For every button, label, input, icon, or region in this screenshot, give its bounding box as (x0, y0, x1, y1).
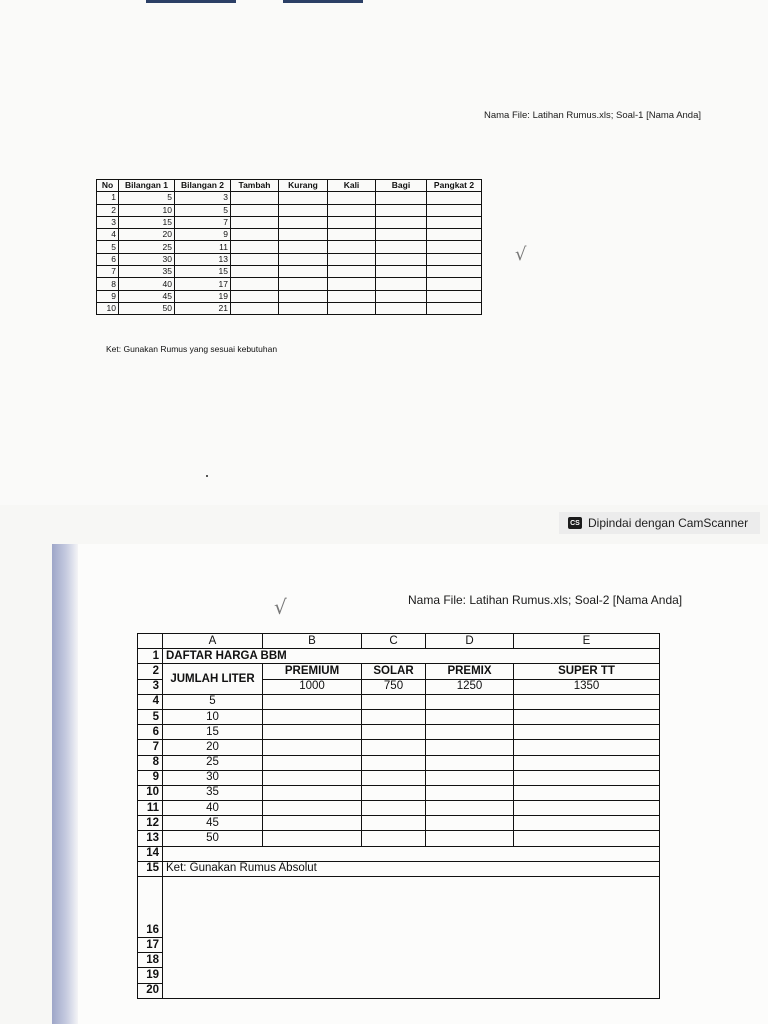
scan-page-1 (0, 0, 768, 505)
empty-cell (231, 192, 279, 204)
empty-cell (328, 192, 376, 204)
empty-cell (376, 253, 427, 265)
empty-cell (376, 216, 427, 228)
empty-cell (263, 740, 362, 755)
header-no: No (97, 180, 119, 192)
empty-cell (362, 709, 426, 724)
empty-cell (263, 801, 362, 816)
empty-cell (514, 725, 660, 740)
camscanner-watermark (559, 512, 760, 534)
empty-cell (263, 694, 362, 709)
header-pangkat-2: Pangkat 2 (427, 180, 482, 192)
fuel-price-cell: 1000 (263, 679, 362, 694)
empty-cell (427, 253, 482, 265)
fuel-name-cell: SUPER TT (514, 664, 660, 679)
header-bilangan-2: Bilangan 2 (175, 180, 231, 192)
fuel-name-cell: PREMIUM (263, 664, 362, 679)
header-kali: Kali (328, 180, 376, 192)
empty-row (163, 846, 660, 861)
fuel-name-cell: SOLAR (362, 664, 426, 679)
bilangan-1-cell: 10 (119, 204, 175, 216)
liter-cell: 10 (163, 709, 263, 724)
row-number: 15 (138, 861, 163, 876)
empty-cell (263, 785, 362, 800)
empty-cell (231, 290, 279, 302)
row-number: 18 (138, 953, 163, 968)
camscanner-logo-icon: CS (568, 517, 582, 529)
liter-cell: 35 (163, 785, 263, 800)
empty-cell (263, 831, 362, 846)
empty-area (163, 877, 660, 999)
bilangan-2-cell: 9 (175, 229, 231, 241)
corner-cell (138, 634, 163, 649)
row-no: 8 (97, 278, 119, 290)
table-row (97, 241, 482, 253)
empty-cell (426, 725, 514, 740)
empty-cell (362, 740, 426, 755)
empty-cell (362, 725, 426, 740)
table-row (138, 740, 660, 755)
empty-cell (376, 302, 427, 314)
empty-cell (362, 831, 426, 846)
empty-cell (426, 801, 514, 816)
empty-cell (279, 216, 328, 228)
bilangan-1-cell: 35 (119, 266, 175, 278)
row-number: 8 (138, 755, 163, 770)
empty-cell (427, 241, 482, 253)
empty-cell (376, 241, 427, 253)
empty-cell (376, 229, 427, 241)
bilangan-2-cell: 7 (175, 216, 231, 228)
bilangan-2-cell: 5 (175, 204, 231, 216)
column-header-row (138, 634, 660, 649)
bilangan-1-cell: 20 (119, 229, 175, 241)
empty-cell (514, 785, 660, 800)
row-number: 12 (138, 816, 163, 831)
empty-cell (514, 801, 660, 816)
empty-cell (427, 204, 482, 216)
soal2-spreadsheet (137, 633, 660, 999)
camscanner-label: Dipindai dengan CamScanner (588, 516, 749, 530)
bilangan-2-cell: 11 (175, 241, 231, 253)
empty-cell (231, 253, 279, 265)
table-row (138, 755, 660, 770)
empty-cell (514, 755, 660, 770)
header-bilangan-1: Bilangan 1 (119, 180, 175, 192)
row-no: 3 (97, 216, 119, 228)
table-row (138, 877, 660, 938)
bilangan-2-cell: 3 (175, 192, 231, 204)
bilangan-1-cell: 30 (119, 253, 175, 265)
row-number: 2 (138, 664, 163, 679)
liter-cell: 45 (163, 816, 263, 831)
empty-cell (376, 192, 427, 204)
empty-cell (426, 770, 514, 785)
table-row (138, 725, 660, 740)
row-number: 13 (138, 831, 163, 846)
empty-cell (514, 740, 660, 755)
sheet-title: DAFTAR HARGA BBM (163, 649, 660, 664)
row-number: 10 (138, 785, 163, 800)
row-number: 17 (138, 938, 163, 953)
bilangan-1-cell: 50 (119, 302, 175, 314)
empty-cell (328, 229, 376, 241)
empty-cell (514, 816, 660, 831)
page-edge-mark (146, 0, 236, 3)
empty-cell (279, 241, 328, 253)
empty-cell (376, 290, 427, 302)
empty-cell (328, 241, 376, 253)
table-row (97, 229, 482, 241)
empty-cell (279, 204, 328, 216)
table-row (97, 216, 482, 228)
empty-cell (263, 725, 362, 740)
page-fold-edge (52, 544, 78, 1024)
header-tambah: Tambah (231, 180, 279, 192)
empty-cell (426, 785, 514, 800)
scan-speck (206, 475, 208, 477)
row-number: 9 (138, 770, 163, 785)
soal2-note: Ket: Gunakan Rumus Absolut (163, 861, 660, 876)
liter-cell: 20 (163, 740, 263, 755)
page-edge-mark (283, 0, 363, 3)
check-mark-icon: √ (274, 595, 287, 619)
fuel-name-cell: PREMIX (426, 664, 514, 679)
empty-cell (362, 785, 426, 800)
liter-cell: 50 (163, 831, 263, 846)
col-header-c: C (362, 634, 426, 649)
header-kurang: Kurang (279, 180, 328, 192)
empty-cell (328, 278, 376, 290)
empty-cell (427, 192, 482, 204)
bilangan-2-cell: 21 (175, 302, 231, 314)
empty-cell (231, 241, 279, 253)
soal1-note: Ket: Gunakan Rumus yang sesuai kebutuhan (106, 344, 278, 354)
empty-cell (362, 816, 426, 831)
soal1-header-row (97, 180, 482, 192)
empty-cell (362, 694, 426, 709)
table-row (138, 785, 660, 800)
empty-cell (427, 266, 482, 278)
empty-cell (362, 755, 426, 770)
empty-cell (328, 216, 376, 228)
empty-cell (231, 266, 279, 278)
bilangan-1-cell: 25 (119, 241, 175, 253)
empty-cell (279, 229, 328, 241)
table-row (138, 816, 660, 831)
empty-cell (362, 770, 426, 785)
empty-cell (328, 266, 376, 278)
empty-cell (279, 253, 328, 265)
empty-cell (426, 694, 514, 709)
empty-cell (279, 302, 328, 314)
row-number: 1 (138, 649, 163, 664)
row-no: 4 (97, 229, 119, 241)
table-row (138, 694, 660, 709)
empty-cell (231, 204, 279, 216)
row-no: 10 (97, 302, 119, 314)
table-row (138, 770, 660, 785)
table-row (138, 846, 660, 861)
bilangan-2-cell: 19 (175, 290, 231, 302)
empty-cell (426, 755, 514, 770)
table-row (97, 266, 482, 278)
row-no: 9 (97, 290, 119, 302)
col-header-d: D (426, 634, 514, 649)
row-number: 3 (138, 679, 163, 694)
liter-cell: 15 (163, 725, 263, 740)
row-no: 6 (97, 253, 119, 265)
empty-cell (426, 816, 514, 831)
empty-cell (231, 216, 279, 228)
row-number: 6 (138, 725, 163, 740)
table-row (97, 302, 482, 314)
row-no: 1 (97, 192, 119, 204)
bilangan-1-cell: 40 (119, 278, 175, 290)
bilangan-2-cell: 15 (175, 266, 231, 278)
empty-cell (427, 278, 482, 290)
empty-cell (279, 266, 328, 278)
bilangan-1-cell: 45 (119, 290, 175, 302)
fuel-price-cell: 750 (362, 679, 426, 694)
row-number: 4 (138, 694, 163, 709)
empty-cell (231, 229, 279, 241)
empty-cell (263, 755, 362, 770)
jumlah-liter-header: JUMLAH LITER (163, 664, 263, 694)
check-mark-icon: √ (515, 244, 527, 265)
bilangan-1-cell: 15 (119, 216, 175, 228)
empty-cell (231, 278, 279, 290)
bilangan-1-cell: 5 (119, 192, 175, 204)
empty-cell (426, 709, 514, 724)
row-number: 19 (138, 968, 163, 983)
col-header-b: B (263, 634, 362, 649)
table-row (138, 664, 660, 679)
empty-cell (263, 770, 362, 785)
soal2-file-name: Nama File: Latihan Rumus.xls; Soal-2 [Nama Anda] (408, 593, 683, 607)
row-no: 2 (97, 204, 119, 216)
soal1-table (96, 179, 482, 315)
empty-cell (427, 290, 482, 302)
table-row (97, 204, 482, 216)
empty-cell (231, 302, 279, 314)
col-header-a: A (163, 634, 263, 649)
empty-cell (376, 266, 427, 278)
row-number: 14 (138, 846, 163, 861)
row-no: 7 (97, 266, 119, 278)
empty-cell (328, 290, 376, 302)
table-row (138, 831, 660, 846)
row-number: 16 (138, 877, 163, 938)
table-row (97, 253, 482, 265)
table-row (138, 709, 660, 724)
empty-cell (427, 216, 482, 228)
empty-cell (328, 302, 376, 314)
bilangan-2-cell: 17 (175, 278, 231, 290)
row-number: 20 (138, 983, 163, 998)
table-row (97, 290, 482, 302)
empty-cell (328, 253, 376, 265)
empty-cell (426, 831, 514, 846)
empty-cell (426, 740, 514, 755)
empty-cell (279, 192, 328, 204)
fuel-price-cell: 1350 (514, 679, 660, 694)
empty-cell (514, 831, 660, 846)
table-row (138, 649, 660, 664)
empty-cell (263, 709, 362, 724)
col-header-e: E (514, 634, 660, 649)
row-number: 5 (138, 709, 163, 724)
liter-cell: 40 (163, 801, 263, 816)
bilangan-2-cell: 13 (175, 253, 231, 265)
empty-cell (263, 816, 362, 831)
empty-cell (328, 204, 376, 216)
empty-cell (376, 278, 427, 290)
header-bagi: Bagi (376, 180, 427, 192)
fuel-price-cell: 1250 (426, 679, 514, 694)
empty-cell (514, 709, 660, 724)
soal1-file-name: Nama File: Latihan Rumus.xls; Soal-1 [Nama Anda] (484, 110, 702, 121)
empty-cell (427, 302, 482, 314)
empty-cell (362, 801, 426, 816)
empty-cell (427, 229, 482, 241)
table-row (138, 861, 660, 876)
row-no: 5 (97, 241, 119, 253)
empty-cell (514, 694, 660, 709)
empty-cell (376, 204, 427, 216)
liter-cell: 30 (163, 770, 263, 785)
liter-cell: 5 (163, 694, 263, 709)
empty-cell (279, 278, 328, 290)
table-row (97, 192, 482, 204)
liter-cell: 25 (163, 755, 263, 770)
row-number: 11 (138, 801, 163, 816)
empty-cell (514, 770, 660, 785)
row-number: 7 (138, 740, 163, 755)
table-row (138, 801, 660, 816)
table-row (97, 278, 482, 290)
empty-cell (279, 290, 328, 302)
